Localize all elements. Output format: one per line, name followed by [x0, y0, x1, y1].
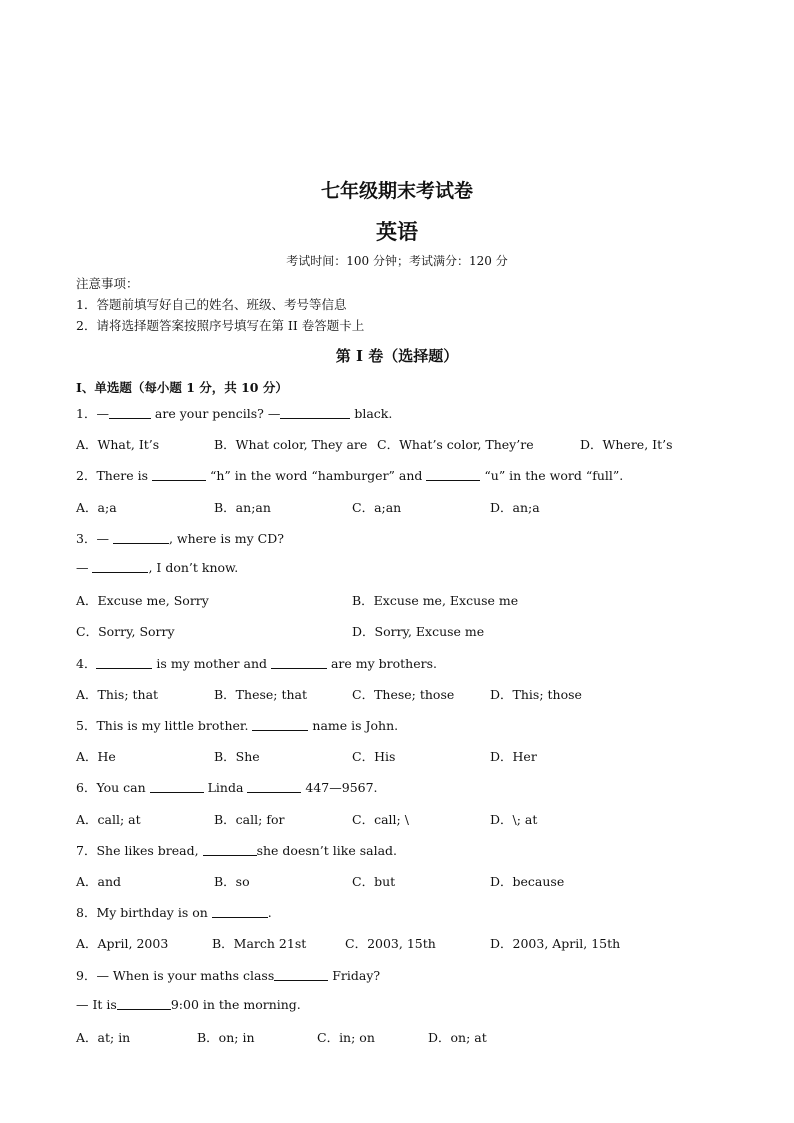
option-c: C．What’s color, They’re	[377, 437, 534, 452]
answer-blank	[426, 468, 480, 481]
option-a: A．This; that	[76, 687, 159, 702]
question-5	[76, 716, 398, 734]
answer-blank	[96, 656, 152, 669]
answer-blank	[274, 968, 328, 981]
option-c: C．Sorry, Sorry	[76, 624, 175, 639]
answer-blank	[203, 843, 257, 856]
option-d: D．Her	[490, 749, 537, 764]
option-b: B．so	[214, 874, 250, 889]
option-c: C．in; on	[317, 1030, 375, 1045]
stem-text: 9:00 in the morning.	[170, 997, 301, 1012]
stem-text: She likes bread,	[96, 843, 203, 858]
option-c: C．These; those	[352, 687, 455, 702]
option-c: C．but	[352, 874, 396, 889]
answer-blank	[117, 997, 171, 1010]
question-7	[76, 841, 397, 859]
option-a: A．He	[76, 749, 116, 764]
answer-blank	[271, 656, 327, 669]
answer-blank	[113, 531, 169, 544]
stem-text: My birthday is on	[96, 905, 212, 920]
answer-blank	[109, 406, 151, 419]
option-d: D．Sorry, Excuse me	[352, 624, 485, 639]
stem-text: name is John.	[308, 718, 399, 733]
option-b: B．March 21st	[212, 936, 307, 951]
stem-text: This is my little brother.	[96, 718, 253, 733]
option-d: D．This; those	[490, 687, 582, 702]
option-a: A．and	[76, 874, 122, 889]
stem-text: black.	[350, 406, 393, 421]
question-3	[76, 529, 284, 547]
question-1	[76, 404, 392, 422]
question-number: 3．	[76, 531, 97, 546]
stem-text: 447—9567.	[301, 780, 378, 795]
option-c: C．call; \	[352, 812, 409, 827]
option-a: A．at; in	[76, 1030, 131, 1045]
stem-text: —	[76, 560, 93, 575]
stem-text: Linda	[203, 780, 248, 795]
option-c: C．a;an	[352, 500, 402, 515]
question-number: 2．	[76, 468, 97, 483]
stem-text: “u” in the word “full”.	[480, 468, 624, 483]
question-number: 5．	[76, 718, 97, 733]
question-2	[76, 466, 623, 484]
stem-text: “h” in the word “hamburger” and	[205, 468, 427, 483]
part-heading: I、单选题（每小题 1 分，共 10 分）	[76, 380, 288, 395]
option-d: D．on; at	[428, 1030, 487, 1045]
answer-blank	[152, 468, 206, 481]
question-9-reply	[76, 997, 301, 1012]
stem-text: is my mother and	[152, 656, 271, 671]
option-a: A．What, It’s	[76, 437, 160, 452]
question-number: 9．	[76, 968, 97, 983]
stem-text: , I don’t know.	[148, 560, 239, 575]
exam-title: 七年级期末考试卷	[320, 180, 473, 202]
note-item-2: 2．请将选择题答案按照序号填写在第 II 卷答题卡上	[76, 318, 365, 333]
question-number: 8．	[76, 905, 97, 920]
question-number: 7．	[76, 843, 97, 858]
notes-heading: 注意事项：	[76, 276, 139, 291]
answer-blank	[92, 560, 148, 573]
stem-text: There is	[96, 468, 152, 483]
section-title: 第 I 卷（选择题）	[335, 347, 459, 365]
note-item-1: 1．答题前填写好自己的姓名、班级、考号等信息	[76, 297, 347, 312]
stem-text: You can	[96, 780, 150, 795]
stem-text: — It is	[76, 997, 117, 1012]
option-b: B．What color, They are	[214, 437, 368, 452]
question-4	[76, 654, 437, 672]
option-b: B．These; that	[214, 687, 308, 702]
question-number: 6．	[76, 780, 97, 795]
answer-blank	[150, 780, 204, 793]
option-b: B．an;an	[214, 500, 271, 515]
question-number: 1．	[76, 406, 97, 421]
answer-blank	[280, 406, 350, 419]
option-d: D．Where, It’s	[580, 437, 673, 452]
answer-blank	[247, 780, 301, 793]
option-c: C．2003, 15th	[345, 936, 436, 951]
option-b: B．She	[214, 749, 260, 764]
option-a: A．a;a	[76, 500, 117, 515]
stem-text: .	[267, 905, 272, 920]
stem-text: Friday?	[328, 968, 381, 983]
question-9	[76, 966, 380, 984]
stem-text: are my brothers.	[326, 656, 437, 671]
option-d: D．\; at	[490, 812, 538, 827]
option-b: B．on; in	[197, 1030, 255, 1045]
exam-info: 考试时间：100 分钟；考试满分：120 分	[286, 254, 508, 268]
option-a: A．April, 2003	[76, 936, 169, 951]
option-d: D．because	[490, 874, 565, 889]
option-d: D．an;a	[490, 500, 540, 515]
stem-text: are your pencils? —	[150, 406, 281, 421]
option-c: C．His	[352, 749, 396, 764]
answer-blank	[212, 905, 268, 918]
question-8	[76, 903, 272, 921]
option-a: A．call; at	[76, 812, 141, 827]
question-number: 4．	[76, 656, 97, 671]
option-a: A．Excuse me, Sorry	[76, 593, 209, 608]
stem-text: —	[96, 406, 109, 421]
question-6	[76, 778, 378, 796]
question-3-reply	[76, 560, 238, 575]
stem-text: — When is your maths class	[96, 968, 275, 983]
answer-blank	[252, 718, 308, 731]
stem-text: —	[96, 531, 113, 546]
option-d: D．2003, April, 15th	[490, 936, 621, 951]
stem-text: she doesn’t like salad.	[256, 843, 398, 858]
stem-text: , where is my CD?	[168, 531, 284, 546]
option-b: B．call; for	[214, 812, 285, 827]
exam-subject: 英语	[376, 219, 418, 244]
option-b: B．Excuse me, Excuse me	[352, 593, 519, 608]
